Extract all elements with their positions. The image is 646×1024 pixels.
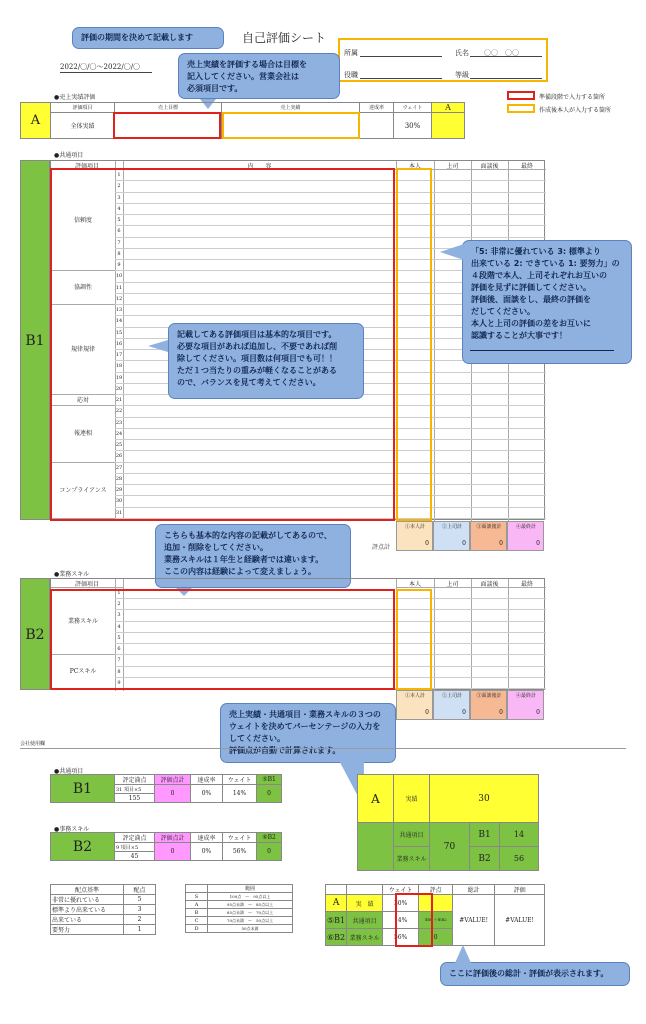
total-cell bbox=[507, 521, 544, 551]
summary-b-label bbox=[358, 823, 394, 871]
scoring-row-label: 非常に優れている bbox=[51, 895, 124, 905]
b1-header-item: 評価項目 bbox=[51, 161, 123, 170]
b2-header-boss: 上司 bbox=[434, 579, 471, 588]
b1-header-boss: 上司 bbox=[434, 161, 471, 170]
cu-b1-heading: ●共通項目 bbox=[54, 768, 84, 775]
total-label: ①本人計 bbox=[404, 693, 425, 699]
rating-guide-callout: 「5: 非常に優れている 3: 標準より 出来ている 2: できている 1: 要努力」の ４段階で本人、上司それぞれお互いの 評価を見ずに評価してください。 評価後、面談をし、最終の評価を だしてください。 本人と上司の評価の差をお互いに 認識することが大事です！ bbox=[462, 240, 632, 364]
category-cell: 協調性 bbox=[51, 271, 115, 305]
scoring-row-score: 5 bbox=[124, 895, 156, 905]
position-label: 役職 bbox=[344, 71, 358, 79]
affiliation-label: 所属 bbox=[344, 49, 358, 57]
row-number: 28 bbox=[115, 475, 123, 482]
cu-b2-result: 0 bbox=[257, 843, 282, 861]
row-number: 31 bbox=[115, 509, 123, 516]
total-label: ②上司計 bbox=[441, 693, 462, 699]
range-value: 85点未満 ～ 70点以上 bbox=[208, 909, 293, 917]
total-value: 0 bbox=[536, 709, 540, 716]
row-number: 22 bbox=[115, 408, 123, 415]
name-label: 氏名 bbox=[455, 49, 469, 57]
total-value: 0 bbox=[462, 540, 466, 547]
summary-b1-label: B1 bbox=[470, 823, 500, 847]
final-b1-name: 共通項目 bbox=[347, 912, 383, 929]
b1-header-content: 内 容 bbox=[123, 161, 396, 170]
final-b-formula: ⑤B1＋⑥B2 bbox=[419, 912, 453, 929]
total-value: 0 bbox=[462, 709, 466, 716]
target-red-frame bbox=[113, 112, 221, 139]
range-grade: C bbox=[186, 917, 208, 925]
total-callout: ここに評価後の総計・評価が表示されます。 bbox=[440, 962, 630, 986]
row-number: 27 bbox=[115, 464, 123, 471]
summary-b-name2: 業務スキル bbox=[394, 847, 430, 871]
row-number: 30 bbox=[115, 498, 123, 505]
scoring-row-label: 標準より出来ている bbox=[51, 905, 124, 915]
range-value: 100点 ～ 95点以上 bbox=[208, 893, 293, 901]
cu-col-rate-2: 達成率 bbox=[191, 833, 223, 843]
row-overall: 全体実績 bbox=[51, 113, 115, 139]
b2-header-self: 本人 bbox=[396, 579, 434, 588]
row-number: 2 bbox=[117, 601, 121, 608]
cu-b1-table bbox=[50, 774, 282, 803]
cu-b2-rate: 0% bbox=[191, 843, 223, 861]
row-number: 12 bbox=[115, 295, 123, 302]
cu-b1-full-items: 31 項目×5 bbox=[115, 785, 155, 794]
total-value: 0 bbox=[499, 709, 503, 716]
basic-items-callout: 記載してある評価項目は基本的な項目です。 必要な項目があれば追加し、不要であれば削 除してください。項目数は何項目でも可！！ ただ１つ当たりの重みが軽くなることがある ので、バランスを見て考えてください。 bbox=[168, 323, 364, 399]
summary-a-value: 30 bbox=[430, 775, 539, 823]
row-number: 9 bbox=[117, 262, 121, 269]
total-cell bbox=[396, 521, 433, 551]
cu-b2-full-items: 9 項目×5 bbox=[115, 843, 155, 852]
row-number: 9 bbox=[117, 679, 121, 686]
cu-b1-score: 0 bbox=[155, 785, 191, 803]
row-number: 1 bbox=[117, 590, 121, 596]
summary-box bbox=[357, 774, 539, 871]
cu-b1-full-points: 155 bbox=[115, 794, 155, 803]
name-value[interactable]: 〇〇 〇〇 bbox=[484, 49, 519, 57]
cu-b2-full-points: 45 bbox=[115, 852, 155, 861]
b2-header-after: 面談後 bbox=[471, 579, 508, 588]
col-rate: 達成率 bbox=[360, 103, 394, 113]
row-number: 5 bbox=[117, 634, 121, 641]
cu-b2-score: 0 bbox=[155, 843, 191, 861]
row-number: 3 bbox=[117, 194, 121, 201]
total-cell bbox=[433, 521, 470, 551]
row-number: 24 bbox=[115, 430, 123, 437]
row-number: 2 bbox=[117, 183, 121, 190]
row-number: 19 bbox=[115, 374, 123, 381]
b1-totals bbox=[396, 521, 546, 551]
legend-orange-swatch bbox=[507, 104, 535, 113]
row-number: 29 bbox=[115, 487, 123, 494]
section-a-heading: ●売上実績評価 bbox=[54, 94, 96, 101]
range-value: 50点未満 bbox=[208, 925, 293, 933]
section-a-label: A bbox=[21, 103, 51, 139]
cu-b2-weight: 56% bbox=[223, 843, 257, 861]
cu-col-b2: ⑥B2 bbox=[257, 833, 282, 843]
final-col-weight: ウェイト bbox=[383, 885, 419, 895]
total-value: 0 bbox=[425, 540, 429, 547]
row-number: 15 bbox=[115, 329, 123, 336]
category-cell: PCスキル bbox=[51, 655, 115, 689]
final-table bbox=[325, 884, 545, 946]
weight-red-frame bbox=[395, 893, 433, 947]
total-value: 0 bbox=[425, 709, 429, 716]
cu-col-b1: ⑤B1 bbox=[257, 775, 282, 785]
final-col-grade: 評価 bbox=[495, 885, 545, 895]
row-number: 6 bbox=[117, 228, 121, 235]
row-number: 16 bbox=[115, 340, 123, 347]
category-cell: 信頼度 bbox=[51, 170, 115, 271]
row-number: 21 bbox=[115, 397, 123, 404]
b1-orange-frame bbox=[396, 168, 432, 521]
rate-cell bbox=[360, 113, 394, 139]
row-number: 4 bbox=[117, 205, 121, 212]
actual-orange-frame bbox=[222, 112, 360, 139]
section-b2-heading: ●業務スキル bbox=[54, 571, 90, 578]
business-skill-callout: こちらも基本的な内容の記載がしてあるので、 追加・削除をしてください。 業務スキルは１年生と経験者では違います。 ここの内容は経験によって変えましょう。 bbox=[155, 524, 351, 588]
total-cell bbox=[433, 690, 470, 720]
ranges-table bbox=[185, 884, 293, 933]
row-number: 10 bbox=[115, 273, 123, 280]
final-b1-label: ⑤B1 bbox=[326, 912, 347, 929]
total-cell bbox=[396, 690, 433, 720]
cu-col-score: 評価点計 bbox=[155, 775, 191, 785]
final-a-weight: 30% bbox=[383, 895, 419, 912]
summary-a-name: 実績 bbox=[394, 775, 430, 823]
final-total: #VALUE! bbox=[453, 895, 495, 946]
final-col-total: 総計 bbox=[453, 885, 495, 895]
weight-callout: 売上実績・共通項目・業務スキルの３つの ウェイトを決めてパーセンテージの入力を してください。 評価点が自動で計算されます。 bbox=[220, 703, 396, 763]
cu-col-rate: 達成率 bbox=[191, 775, 223, 785]
period-text: 2022/〇/〇〜2022/〇/〇 bbox=[60, 62, 152, 73]
row-number: 14 bbox=[115, 318, 123, 325]
a-result-cell bbox=[432, 113, 465, 139]
cu-b2-table bbox=[50, 832, 282, 861]
b1-header-final: 最終 bbox=[508, 161, 546, 170]
row-number: 7 bbox=[117, 239, 121, 246]
final-b2-weight: 56% bbox=[383, 929, 419, 946]
scoring-row-label: 出来ている bbox=[51, 915, 124, 925]
b1-label: B1 bbox=[20, 160, 50, 520]
period-callout: 評価の期間を決めて記載します bbox=[72, 27, 224, 49]
summary-b2-value: 56 bbox=[500, 847, 539, 871]
total-label: ①本人計 bbox=[404, 524, 425, 530]
scoring-col-points: 配点基準 bbox=[51, 885, 124, 895]
scoring-table bbox=[50, 884, 156, 935]
legend-orange-label: 作成後本人が入力する箇所 bbox=[539, 107, 612, 114]
range-value: 70点未満 ～ 50点以上 bbox=[208, 917, 293, 925]
b2-totals bbox=[396, 690, 546, 720]
total-cell bbox=[470, 521, 507, 551]
b2-red-frame bbox=[50, 589, 395, 690]
range-grade: A bbox=[186, 901, 208, 909]
col-target: 売上目標 bbox=[115, 103, 222, 113]
category-cell: 業務スキル bbox=[51, 588, 115, 655]
row-number: 5 bbox=[117, 217, 121, 224]
scoring-row-score: 1 bbox=[124, 925, 156, 935]
total-label: ②上司計 bbox=[441, 524, 462, 530]
row-number: 23 bbox=[115, 419, 123, 426]
row-number: 18 bbox=[115, 363, 123, 370]
total-label: ④最終計 bbox=[515, 693, 536, 699]
final-a-label: A bbox=[326, 895, 347, 912]
b2-header-final: 最終 bbox=[508, 579, 546, 588]
row-number: 8 bbox=[117, 668, 121, 675]
scoring-row-score: 3 bbox=[124, 905, 156, 915]
final-b2-name: 業務スキル bbox=[347, 929, 383, 946]
summary-b-name1: 共通項目 bbox=[394, 823, 430, 847]
section-b1-heading: ●共通項目 bbox=[54, 152, 84, 159]
total-label: ③面談後計 bbox=[476, 693, 502, 699]
cu-b1-weight: 14% bbox=[223, 785, 257, 803]
row-number: 26 bbox=[115, 453, 123, 460]
final-grade: #VALUE! bbox=[495, 895, 545, 946]
col-actual: 売上実績 bbox=[222, 103, 360, 113]
ranges-col: 範囲 bbox=[208, 885, 293, 893]
page-title: 自己評価シート bbox=[242, 31, 327, 45]
category-cell: 報連相 bbox=[51, 406, 115, 462]
cu-b2-heading: ●事務スキル bbox=[54, 826, 90, 833]
b2-header-item: 評価項目 bbox=[51, 579, 123, 588]
total-label: ③面談後計 bbox=[476, 524, 502, 530]
category-cell: 応対 bbox=[51, 395, 115, 406]
scoring-row-score: 2 bbox=[124, 915, 156, 925]
row-number: 8 bbox=[117, 250, 121, 257]
scoring-row-label: 要努力 bbox=[51, 925, 124, 935]
row-number: 11 bbox=[115, 284, 123, 291]
cu-col-weight-2: ウェイト bbox=[223, 833, 257, 843]
weight-cell: 30% bbox=[394, 113, 432, 139]
cu-col-score-2: 評価点計 bbox=[155, 833, 191, 843]
col-item: 評価項目 bbox=[51, 103, 115, 113]
row-number: 1 bbox=[117, 172, 121, 178]
scoring-col-score: 配点 bbox=[124, 885, 156, 895]
total-cell bbox=[470, 690, 507, 720]
row-number: 17 bbox=[115, 352, 123, 359]
cu-b1-rate: 0% bbox=[191, 785, 223, 803]
summary-b-total: 70 bbox=[430, 823, 470, 871]
b1-total-label: 評点計 bbox=[372, 544, 391, 551]
profile-box bbox=[338, 38, 548, 82]
row-number: 4 bbox=[117, 623, 121, 630]
b1-header-after: 面談後 bbox=[471, 161, 508, 170]
summary-a-label: A bbox=[358, 775, 394, 823]
total-label: ④最終計 bbox=[515, 524, 536, 530]
b2-label: B2 bbox=[20, 578, 50, 690]
final-a-name: 実 績 bbox=[347, 895, 383, 912]
cu-b2-label: B2 bbox=[51, 833, 115, 861]
b1-header-self: 本人 bbox=[396, 161, 434, 170]
final-b-points: 0 bbox=[419, 929, 453, 946]
final-b2-label: ⑥B2 bbox=[326, 929, 347, 946]
total-value: 0 bbox=[536, 540, 540, 547]
range-grade: S bbox=[186, 893, 208, 901]
category-cell: コンプライアンス bbox=[51, 463, 115, 519]
legend-red-swatch bbox=[507, 91, 535, 100]
grade-label: 等級 bbox=[455, 71, 469, 79]
row-number: 20 bbox=[115, 385, 123, 392]
summary-b2-label: B2 bbox=[470, 847, 500, 871]
cu-col-full: 評定満点 bbox=[115, 775, 155, 785]
company-use-heading: 会社使用欄 bbox=[20, 741, 46, 747]
final-col-points: 評点 bbox=[419, 885, 453, 895]
final-b1-weight: 14% bbox=[383, 912, 419, 929]
range-grade: D bbox=[186, 925, 208, 933]
row-number: 6 bbox=[117, 646, 121, 653]
range-grade: B bbox=[186, 909, 208, 917]
row-number: 25 bbox=[115, 442, 123, 449]
sales-goal-callout: 売上実績を評価する場合は目標を 記入してください。営業会社は 必須項目です。 bbox=[178, 53, 340, 99]
cu-col-weight: ウェイト bbox=[223, 775, 257, 785]
cu-b1-label: B1 bbox=[51, 775, 115, 803]
cu-col-full-2: 評定満点 bbox=[115, 833, 155, 843]
category-cell: 規律規律 bbox=[51, 305, 115, 395]
row-number: 3 bbox=[117, 612, 121, 619]
legend-red-label: 準備段階で入力する箇所 bbox=[539, 94, 606, 101]
row-number: 13 bbox=[115, 307, 123, 314]
range-value: 95点未満 ～ 85点以上 bbox=[208, 901, 293, 909]
summary-b1-value: 14 bbox=[500, 823, 539, 847]
cu-b1-result: 0 bbox=[257, 785, 282, 803]
col-weight: ウェイト bbox=[394, 103, 432, 113]
total-value: 0 bbox=[499, 540, 503, 547]
total-cell bbox=[507, 690, 544, 720]
row-number: 7 bbox=[117, 657, 121, 664]
b2-orange-frame bbox=[396, 589, 432, 690]
col-a: A bbox=[432, 103, 465, 113]
